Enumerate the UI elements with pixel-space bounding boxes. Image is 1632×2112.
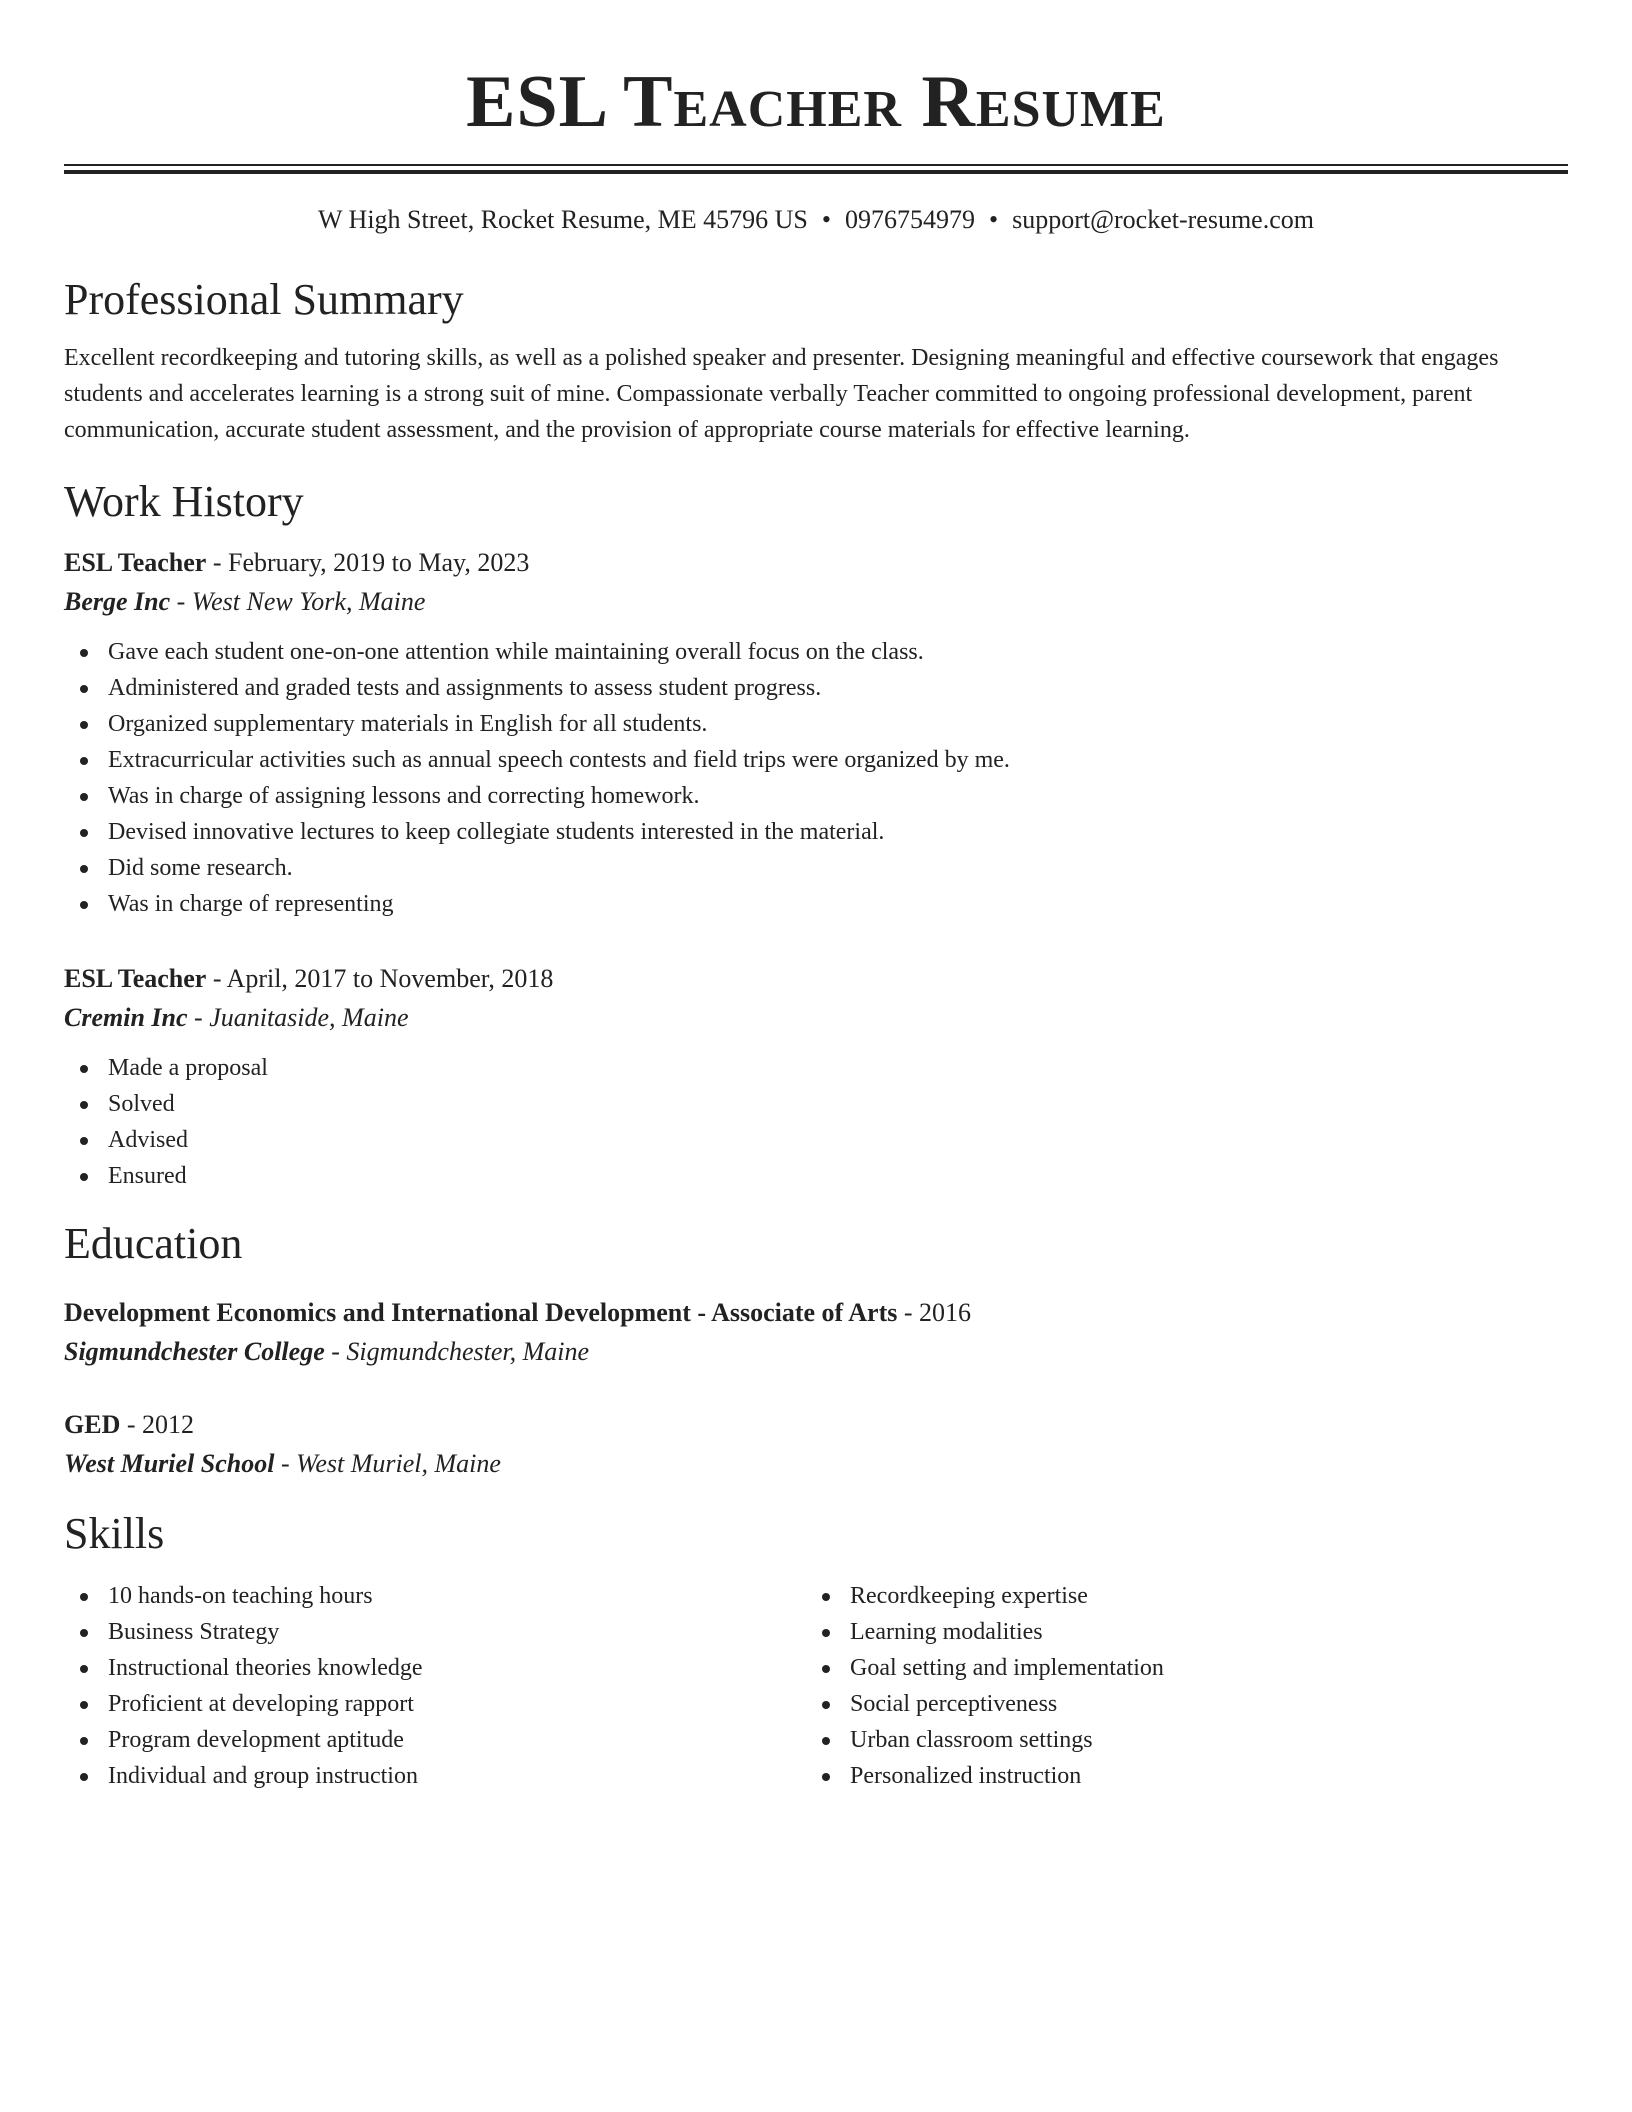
job-title-line [64, 960, 1568, 998]
skills-columns [64, 1578, 1568, 1794]
contact-line [64, 202, 1568, 238]
job-bullet-list [64, 634, 1568, 922]
list-item: Was in charge of assigning lessons and correcting homework. [64, 778, 1568, 814]
job-dates: - February, 2019 to May, 2023 [206, 548, 530, 577]
skills-column-left [64, 1578, 806, 1794]
list-item: Personalized instruction [806, 1758, 1548, 1794]
summary-text: Excellent recordkeeping and tutoring skills, as well as a polished speaker and presenter. Designing meaningful and effective coursework that engages students and accelerates learning is a strong suit of mine. Compassionate verbally Teacher committed to ongoing professional development, parent communication, accurate student assessment, and the provision of appropriate course materials for effective learning. [64, 345, 1499, 443]
list-item: Social perceptiveness [806, 1686, 1548, 1722]
list-item: Was in charge of representing [64, 886, 1568, 922]
list-item: Gave each student one-on-one attention while maintaining overall focus on the class. [64, 634, 1568, 670]
company-line [64, 998, 1568, 1038]
list-item: Urban classroom settings [806, 1722, 1548, 1758]
list-item: Program development aptitude [64, 1722, 806, 1758]
school-location: - Sigmundchester, Maine [324, 1337, 590, 1366]
list-item: Devised innovative lectures to keep collegiate students interested in the material. [64, 814, 1568, 850]
list-item: Administered and graded tests and assignments to assess student progress. [64, 670, 1568, 706]
job-dates: - April, 2017 to November, 2018 [206, 964, 554, 993]
company-location: - Juanitaside, Maine [187, 1003, 409, 1032]
list-item: Recordkeeping expertise [806, 1578, 1548, 1614]
job-title: ESL Teacher [64, 964, 207, 993]
contact-separator: • [821, 205, 831, 234]
job-title: ESL Teacher [64, 548, 207, 577]
contact-email: support@rocket-resume.com [1012, 205, 1314, 234]
list-item: Learning modalities [806, 1614, 1548, 1650]
section-heading-work-history: Work History [64, 477, 304, 526]
list-item: Extracurricular activities such as annual speech contests and field trips were organized by me. [64, 742, 1568, 778]
list-item: Advised [64, 1122, 1568, 1158]
school-line [64, 1332, 1568, 1372]
section-heading-summary: Professional Summary [64, 275, 464, 324]
section-heading-education: Education [64, 1219, 243, 1268]
company-location: - West New York, Maine [170, 587, 426, 616]
list-item: Individual and group instruction [64, 1758, 806, 1794]
job-entry [64, 544, 1568, 922]
list-item: Business Strategy [64, 1614, 806, 1650]
list-item: Goal setting and implementation [806, 1650, 1548, 1686]
list-item: Solved [64, 1086, 1568, 1122]
education-entry [64, 1406, 1568, 1484]
degree-line [64, 1406, 1568, 1444]
list-item: Did some research. [64, 850, 1568, 886]
education-entry [64, 1294, 1568, 1372]
list-item: Made a proposal [64, 1050, 1568, 1086]
company-line [64, 582, 1568, 622]
resume-title: ESL Teacher Resume [466, 61, 1166, 143]
title-double-rule [64, 164, 1568, 174]
degree-name: Development Economics and International Development - Associate of Arts [64, 1298, 898, 1327]
job-bullet-list [64, 1050, 1568, 1194]
list-item: Ensured [64, 1158, 1568, 1194]
school-name: Sigmundchester College [64, 1337, 325, 1366]
degree-year: - 2012 [120, 1410, 195, 1439]
section-heading-skills: Skills [64, 1509, 165, 1558]
list-item: Organized supplementary materials in English for all students. [64, 706, 1568, 742]
list-item: 10 hands-on teaching hours [64, 1578, 806, 1614]
list-item: Proficient at developing rapport [64, 1686, 806, 1722]
skills-column-right [806, 1578, 1548, 1794]
list-item: Instructional theories knowledge [64, 1650, 806, 1686]
contact-phone: 0976754979 [844, 205, 975, 234]
contact-separator: • [988, 205, 999, 234]
school-line [64, 1444, 1568, 1484]
degree-name: GED [64, 1410, 121, 1439]
job-title-line [64, 544, 1568, 582]
company-name: Cremin Inc [64, 1003, 188, 1032]
company-name: Berge Inc [64, 587, 171, 616]
job-entry [64, 960, 1568, 1194]
degree-year: - 2016 [897, 1298, 972, 1327]
school-location: - West Muriel, Maine [274, 1449, 501, 1478]
skills-list [806, 1578, 1548, 1794]
contact-address: W High Street, Rocket Resume, ME 45796 US [317, 205, 808, 234]
skills-list [64, 1578, 806, 1794]
degree-line [64, 1294, 1568, 1332]
school-name: West Muriel School [64, 1449, 275, 1478]
